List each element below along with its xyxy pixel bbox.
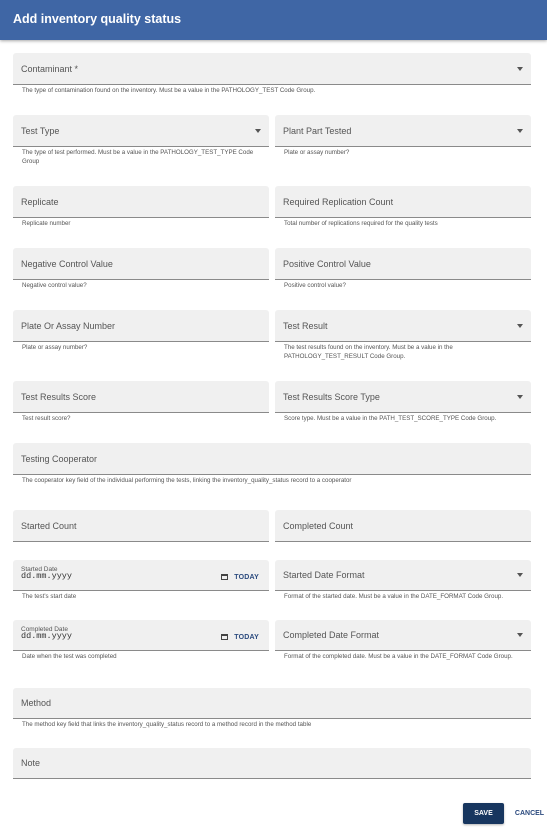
started-count-input[interactable] <box>13 510 269 542</box>
started-date-today-button[interactable]: TODAY <box>234 574 259 581</box>
method-hint: The method key field that links the inventory_quality_status record to a method record in the method table <box>22 721 312 728</box>
completed-date-label: Completed Date <box>21 626 68 633</box>
completed-date-input[interactable] <box>13 620 269 651</box>
test-results-score-type-select[interactable] <box>275 381 531 413</box>
started-date-label: Started Date <box>21 566 58 573</box>
test-result-hint: The test results found on the inventory. Must be a value in the PATHOLOGY_TEST_RESULT Code Group. <box>284 344 453 360</box>
completed-date-value: dd.mm.yyyy <box>21 631 73 641</box>
note-label: Note <box>21 758 41 768</box>
dropdown-arrow-icon <box>517 67 523 71</box>
positive-control-value-label: Positive Control Value <box>283 258 371 269</box>
plate-or-assay-number-hint: Plate or assay number? <box>22 344 88 351</box>
testing-cooperator-input[interactable] <box>13 443 531 475</box>
test-type-label: Test Type <box>21 125 60 136</box>
test-result-select[interactable] <box>275 310 531 342</box>
started-date-format-hint: Format of the started date. Must be a value in the DATE_FORMAT Code Group. <box>284 593 504 600</box>
started-date-format-label: Started Date Format <box>283 570 365 580</box>
started-date-format-select[interactable] <box>275 560 531 591</box>
positive-control-value-hint: Positive control value? <box>284 282 346 289</box>
cancel-button[interactable]: CANCEL <box>512 803 547 824</box>
started-date-hint: The test's start date <box>22 593 77 600</box>
test-type-hint: The type of test performed. Must be a value in the PATHOLOGY_TEST_TYPE Code Group <box>22 149 254 165</box>
dropdown-arrow-icon <box>517 129 523 133</box>
method-label: Method <box>21 698 52 708</box>
replicate-input[interactable] <box>13 186 269 218</box>
required-replication-count-hint: Total number of replications required for the quality tests <box>284 220 438 227</box>
completed-count-label: Completed Count <box>283 520 354 531</box>
positive-control-value-input[interactable] <box>275 248 531 280</box>
completed-date-format-select[interactable] <box>275 620 531 651</box>
testing-cooperator-label: Testing Cooperator <box>21 453 98 464</box>
dropdown-arrow-icon <box>517 633 523 637</box>
test-results-score-input[interactable] <box>13 381 269 413</box>
test-result-label: Test Result <box>283 320 328 331</box>
test-results-score-type-hint: Score type. Must be a value in the PATH_TEST_SCORE_TYPE Code Group. <box>284 415 497 422</box>
dropdown-arrow-icon <box>517 395 523 399</box>
dropdown-arrow-icon <box>255 129 261 133</box>
testing-cooperator-hint: The cooperator key field of the individual performing the tests, linking the inventory_quality_status record to a cooperator <box>22 477 352 484</box>
save-button[interactable]: SAVE <box>463 803 504 824</box>
test-type-select[interactable] <box>13 115 269 147</box>
dialog-header <box>0 0 547 40</box>
method-input[interactable] <box>13 688 531 719</box>
plant-part-tested-label: Plant Part Tested <box>283 125 352 136</box>
completed-date-format-hint: Format of the completed date. Must be a value in the DATE_FORMAT Code Group. <box>284 653 513 660</box>
negative-control-value-hint: Negative control value? <box>22 282 87 289</box>
negative-control-value-label: Negative Control Value <box>21 258 113 269</box>
completed-date-format-label: Completed Date Format <box>283 630 380 640</box>
completed-date-hint: Date when the test was completed <box>22 653 117 660</box>
plant-part-tested-select[interactable] <box>275 115 531 147</box>
test-results-score-hint: Test result score? <box>22 415 71 422</box>
plate-or-assay-number-input[interactable] <box>13 310 269 342</box>
contaminant-hint: The type of contamination found on the inventory. Must be a value in the PATHOLOGY_TEST Code Group. <box>22 87 316 94</box>
note-input[interactable] <box>13 748 531 779</box>
dialog-title: Add inventory quality status <box>13 12 182 26</box>
completed-date-today-button[interactable]: TODAY <box>234 634 259 641</box>
replicate-label: Replicate <box>21 196 59 207</box>
calendar-icon[interactable] <box>221 634 228 640</box>
completed-count-input[interactable] <box>275 510 531 542</box>
started-date-value: dd.mm.yyyy <box>21 571 73 581</box>
contaminant-label: Contaminant * <box>21 63 79 74</box>
required-replication-count-input[interactable] <box>275 186 531 218</box>
started-count-label: Started Count <box>21 520 77 531</box>
dropdown-arrow-icon <box>517 324 523 328</box>
test-results-score-label: Test Results Score <box>21 391 97 402</box>
contaminant-select[interactable] <box>13 53 531 85</box>
started-date-input[interactable] <box>13 560 269 591</box>
dropdown-arrow-icon <box>517 573 523 577</box>
test-results-score-type-label: Test Results Score Type <box>283 391 380 402</box>
calendar-icon[interactable] <box>221 574 228 580</box>
required-replication-count-label: Required Replication Count <box>283 196 394 207</box>
plant-part-tested-hint: Plate or assay number? <box>284 149 350 156</box>
plate-or-assay-number-label: Plate Or Assay Number <box>21 320 116 331</box>
replicate-hint: Replicate number <box>22 220 71 227</box>
negative-control-value-input[interactable] <box>13 248 269 280</box>
